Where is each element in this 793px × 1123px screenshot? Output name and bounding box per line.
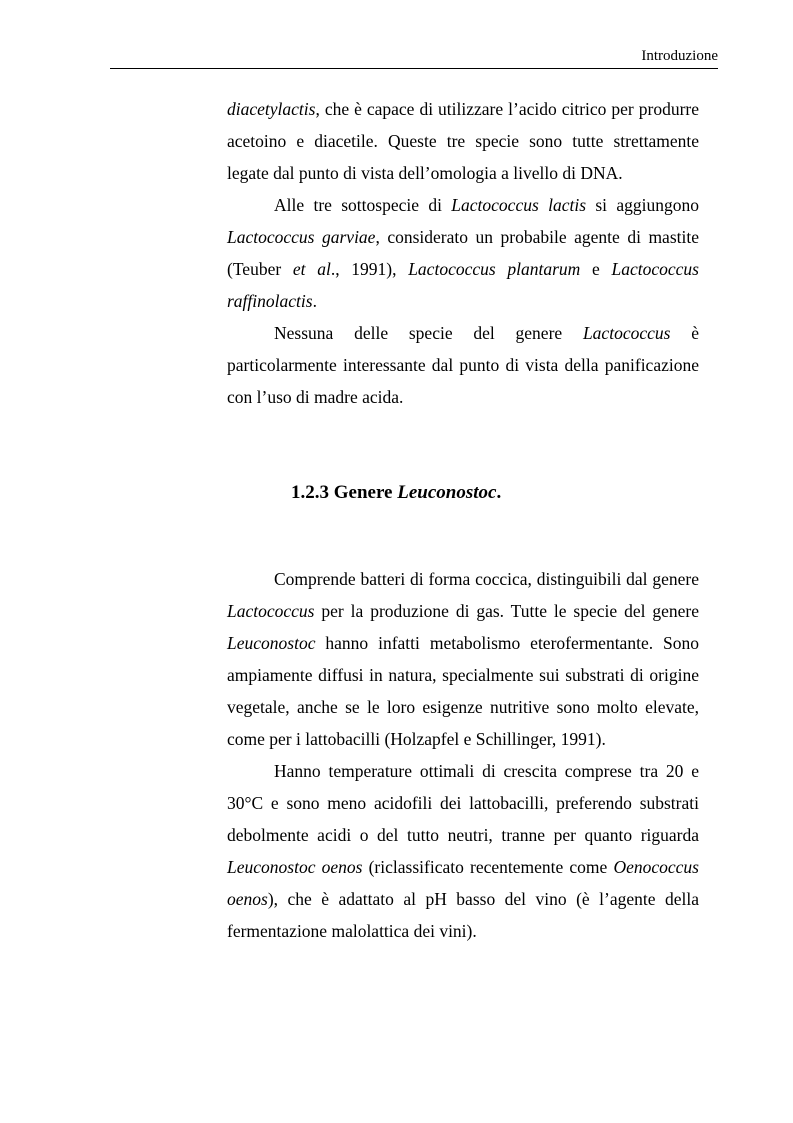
paragraph-text: ., 1991), <box>330 259 409 279</box>
section-number: 1.2.3 Genere <box>291 482 398 503</box>
species-name: Leuconostoc oenos <box>227 857 363 877</box>
page-body <box>227 93 699 947</box>
paragraph-text: Comprende batteri di forma coccica, distinguibili dal genere <box>274 569 699 589</box>
paragraph-3 <box>227 317 699 413</box>
section-genus: Leuconostoc <box>397 482 497 503</box>
paragraph-1 <box>227 93 699 189</box>
paragraph-text: Hanno temperature ottimali di crescita comprese tra 20 e 30°C e sono meno acidofili dei lattobacilli, preferendo substrati debolmente acidi o del tutto neutri, tranne per quanto riguarda <box>227 761 699 845</box>
section-period: . <box>496 482 502 503</box>
species-name: Lactococcus garviae <box>227 227 376 247</box>
header-rule <box>110 68 718 69</box>
paragraph-text: , che è capace di utilizzare l’acido citrico per produrre acetoino e diacetile. Queste tre specie sono tutte strettamente legate dal punto di vista dell’omologia a livello di DNA. <box>227 99 699 183</box>
paragraph-text: Alle tre sottospecie di <box>274 195 452 215</box>
paragraph-text: (riclassificato recentemente come <box>362 857 614 877</box>
paragraph-text: . <box>312 291 317 311</box>
paragraph-2 <box>227 189 699 317</box>
section-heading <box>227 477 699 509</box>
paragraph-text: hanno infatti metabolismo eterofermentante. Sono ampiamente diffusi in natura, specialmente sui substrati di origine vegetale, anche se le loro esigenze nutritive sono molto elevate, come per i lattobacilli (Holzapfel e Schillinger, 1991). <box>227 633 699 749</box>
paragraph-text: per la produzione di gas. Tutte le specie del genere <box>314 601 699 621</box>
citation-et-al: et al <box>292 259 331 279</box>
species-name: diacetylactis <box>227 99 316 119</box>
paragraph-text: Nessuna delle specie del genere <box>274 323 583 343</box>
species-name: Lactococcus lactis <box>451 195 587 215</box>
species-name: Lactococcus <box>582 323 671 343</box>
paragraph-text: si aggiungono <box>586 195 699 215</box>
species-name: Oenococcus oenos <box>227 857 699 909</box>
species-name: Lactococcus raffinolactis <box>227 259 699 311</box>
paragraph-4 <box>227 563 699 755</box>
species-name: Lactococcus plantarum <box>408 259 581 279</box>
running-header: Introduzione <box>641 48 718 64</box>
paragraph-text: , considerato un probabile agente di mastite (Teuber <box>227 227 699 279</box>
paragraph-text: e <box>580 259 612 279</box>
species-name: Lactococcus <box>227 601 315 621</box>
paragraph-text: è particolarmente interessante dal punto di vista della panificazione con l’uso di madre acida. <box>227 323 699 407</box>
species-name: Leuconostoc <box>227 633 316 653</box>
paragraph-5 <box>227 755 699 947</box>
paragraph-text: ), che è adattato al pH basso del vino (è l’agente della fermentazione malolattica dei vini). <box>227 889 699 941</box>
